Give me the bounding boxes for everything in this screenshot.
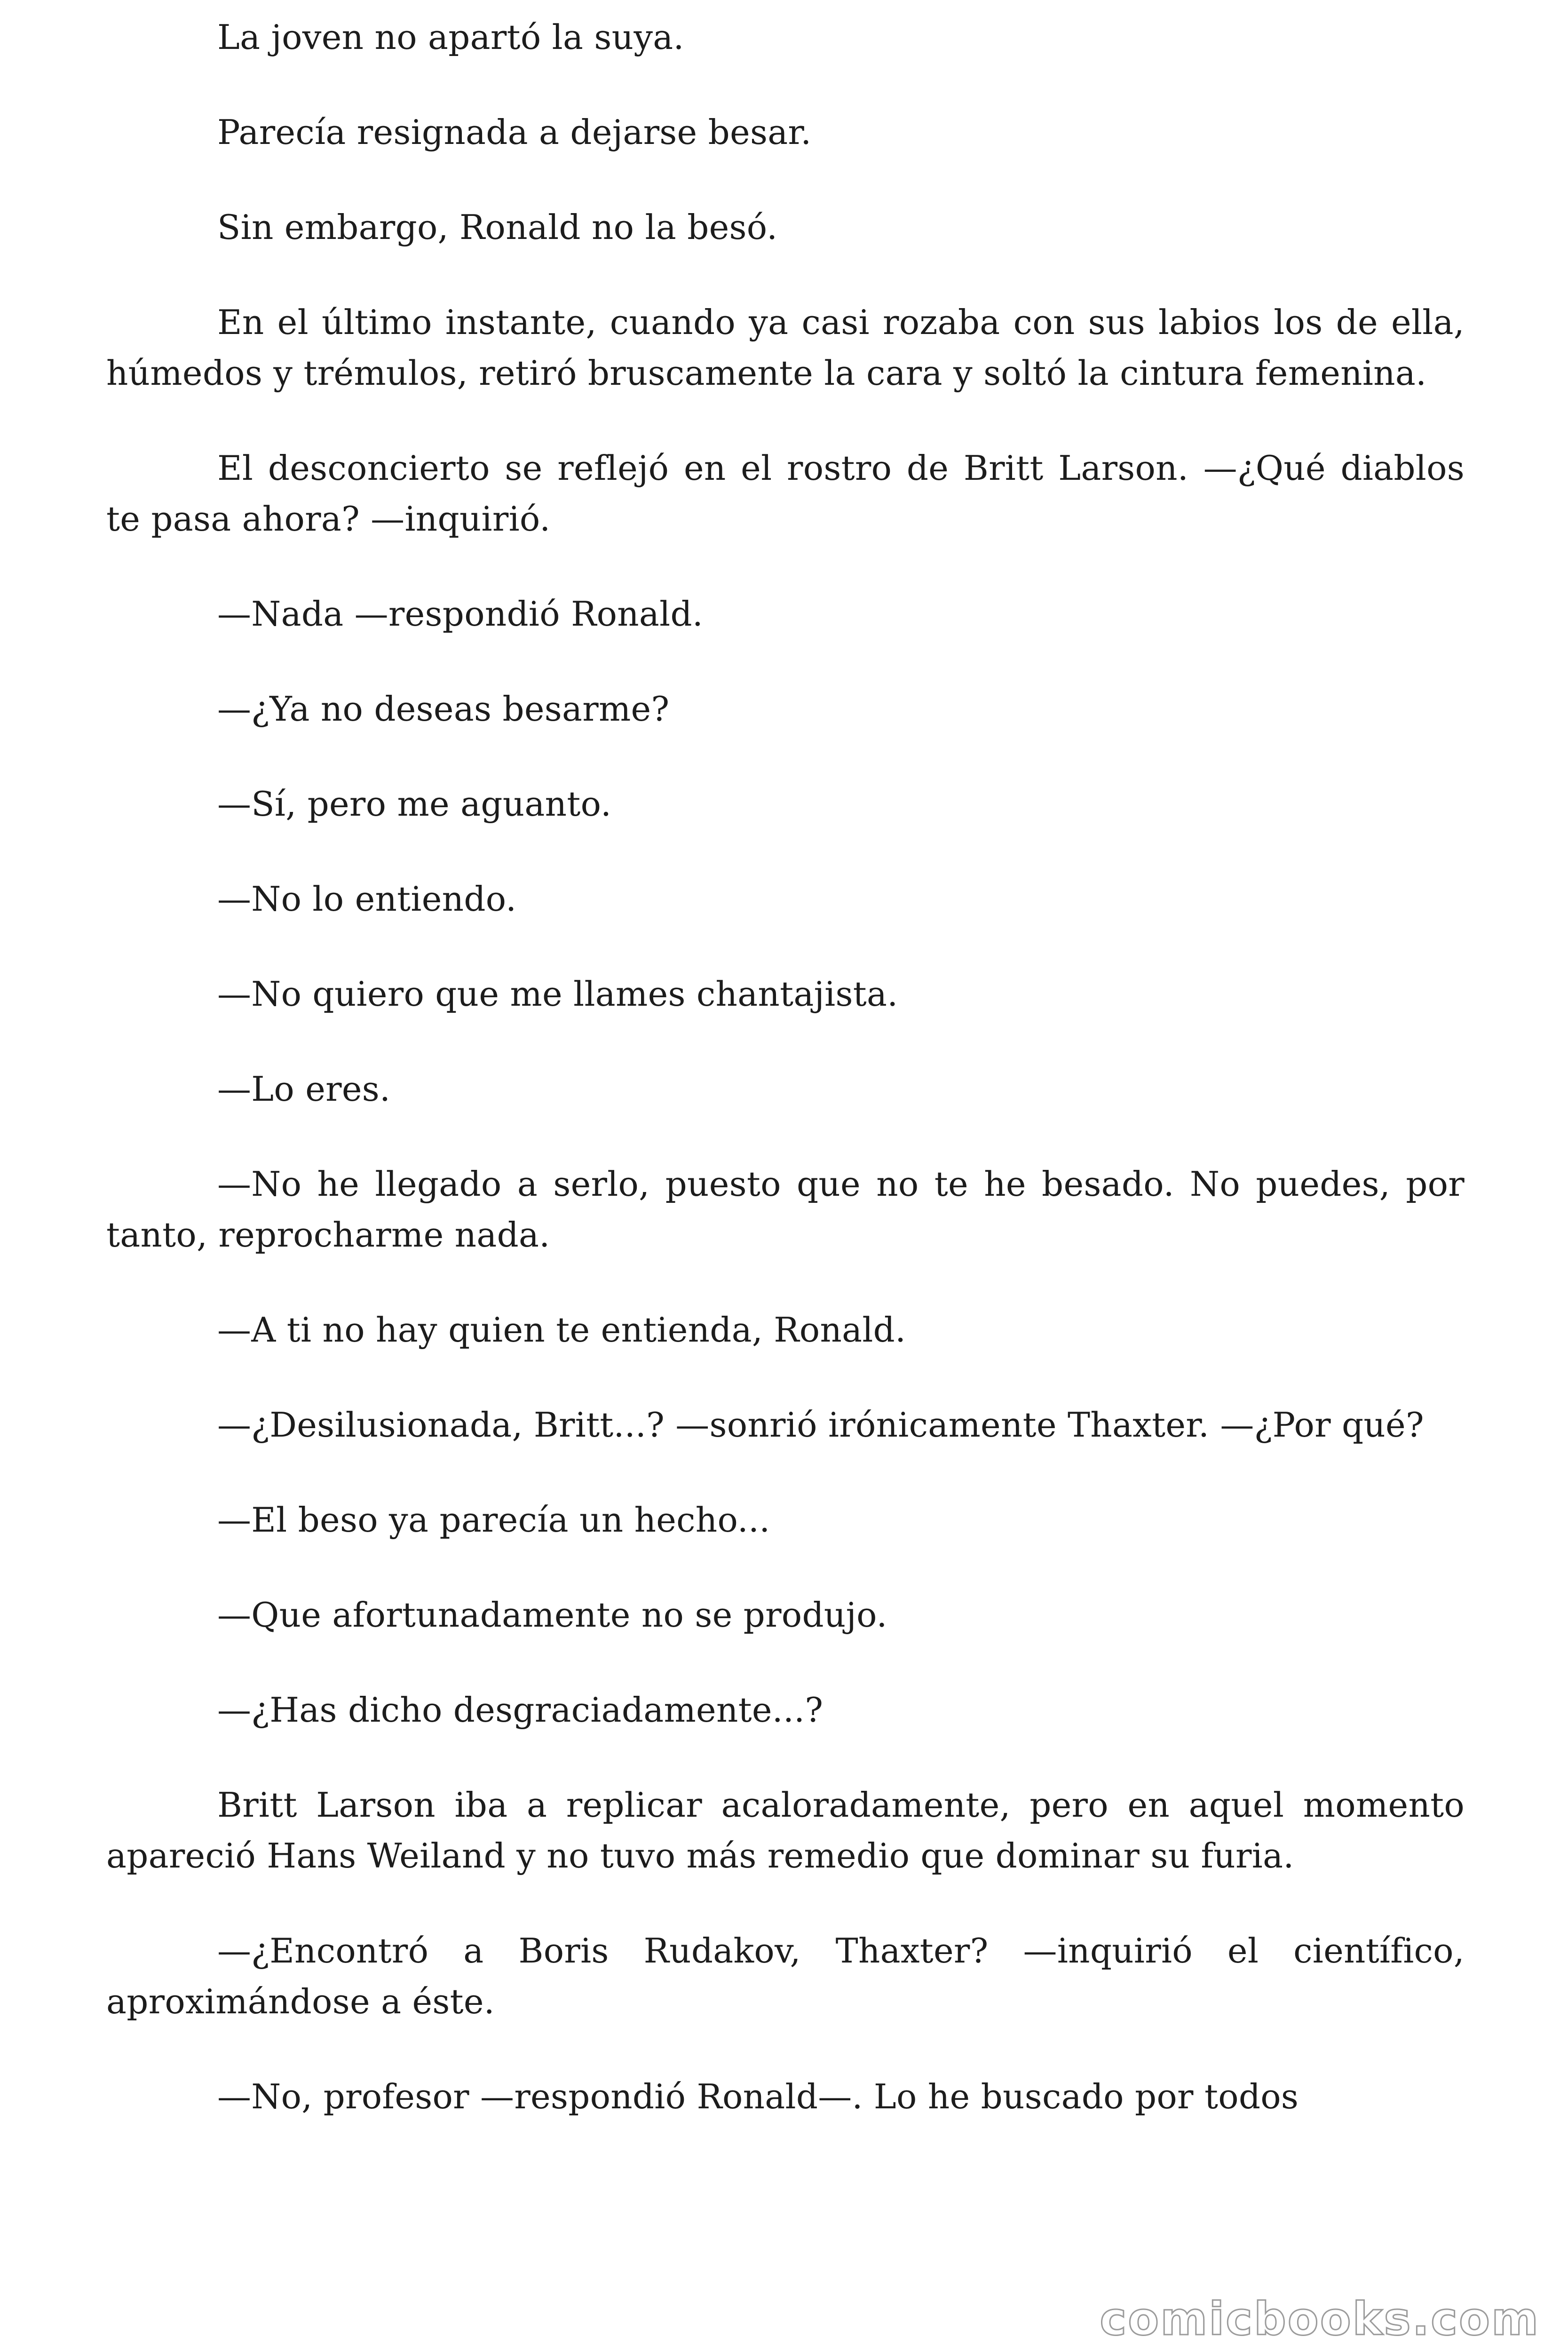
paragraph: —No, profesor —respondió Ronald—. Lo he buscado por todos — [217, 2077, 1299, 2116]
paragraph: —¿Encontró a Boris Rudakov, Thaxter? —inquirió el científico, aproximándose a éste. — [106, 1931, 1465, 2021]
paragraph: —No lo entiendo. — [217, 879, 517, 919]
paragraph: —¿Has dicho desgraciadamente...? — [217, 1690, 824, 1730]
paragraph: —¿Desilusionada, Britt...? —sonrió irónicamente Thaxter. —¿Por qué? — [217, 1405, 1424, 1445]
paragraph: —¿Ya no deseas besarme? — [217, 689, 670, 729]
paragraph: —No quiero que me llames chantajista. — [217, 974, 898, 1014]
paragraph: Parecía resignada a dejarse besar. — [217, 112, 812, 152]
paragraph: En el último instante, cuando ya casi rozaba con sus labios los de ella, húmedos y trémulos, retiró bruscamente la cara y soltó la cintura femenina. — [106, 302, 1465, 393]
paragraph: —Sí, pero me aguanto. — [217, 784, 612, 824]
site-watermark: comicbooks.com — [1100, 2293, 1540, 2345]
paragraph: —A ti no hay quien te entienda, Ronald. — [217, 1310, 906, 1350]
paragraph: El desconcierto se reflejó en el rostro de Britt Larson. —¿Qué diablos te pasa ahora? —inquirió. — [106, 448, 1465, 539]
paragraph: —El beso ya parecía un hecho... — [217, 1500, 770, 1540]
body-text — [106, 12, 1465, 2166]
paragraph: —Nada —respondió Ronald. — [217, 594, 704, 634]
paragraph: Britt Larson iba a replicar acaloradamente, pero en aquel momento apareció Hans Weiland y no tuvo más remedio que dominar su furia. — [106, 1785, 1465, 1875]
paragraph: —Lo eres. — [217, 1069, 391, 1109]
paragraph: Sin embargo, Ronald no la besó. — [217, 207, 778, 247]
paragraph: —No he llegado a serlo, puesto que no te he besado. No puedes, por tanto, reprocharme nada. — [106, 1164, 1465, 1255]
paragraph: La joven no apartó la suya. — [217, 17, 684, 57]
paragraph: —Que afortunadamente no se produjo. — [217, 1595, 887, 1635]
